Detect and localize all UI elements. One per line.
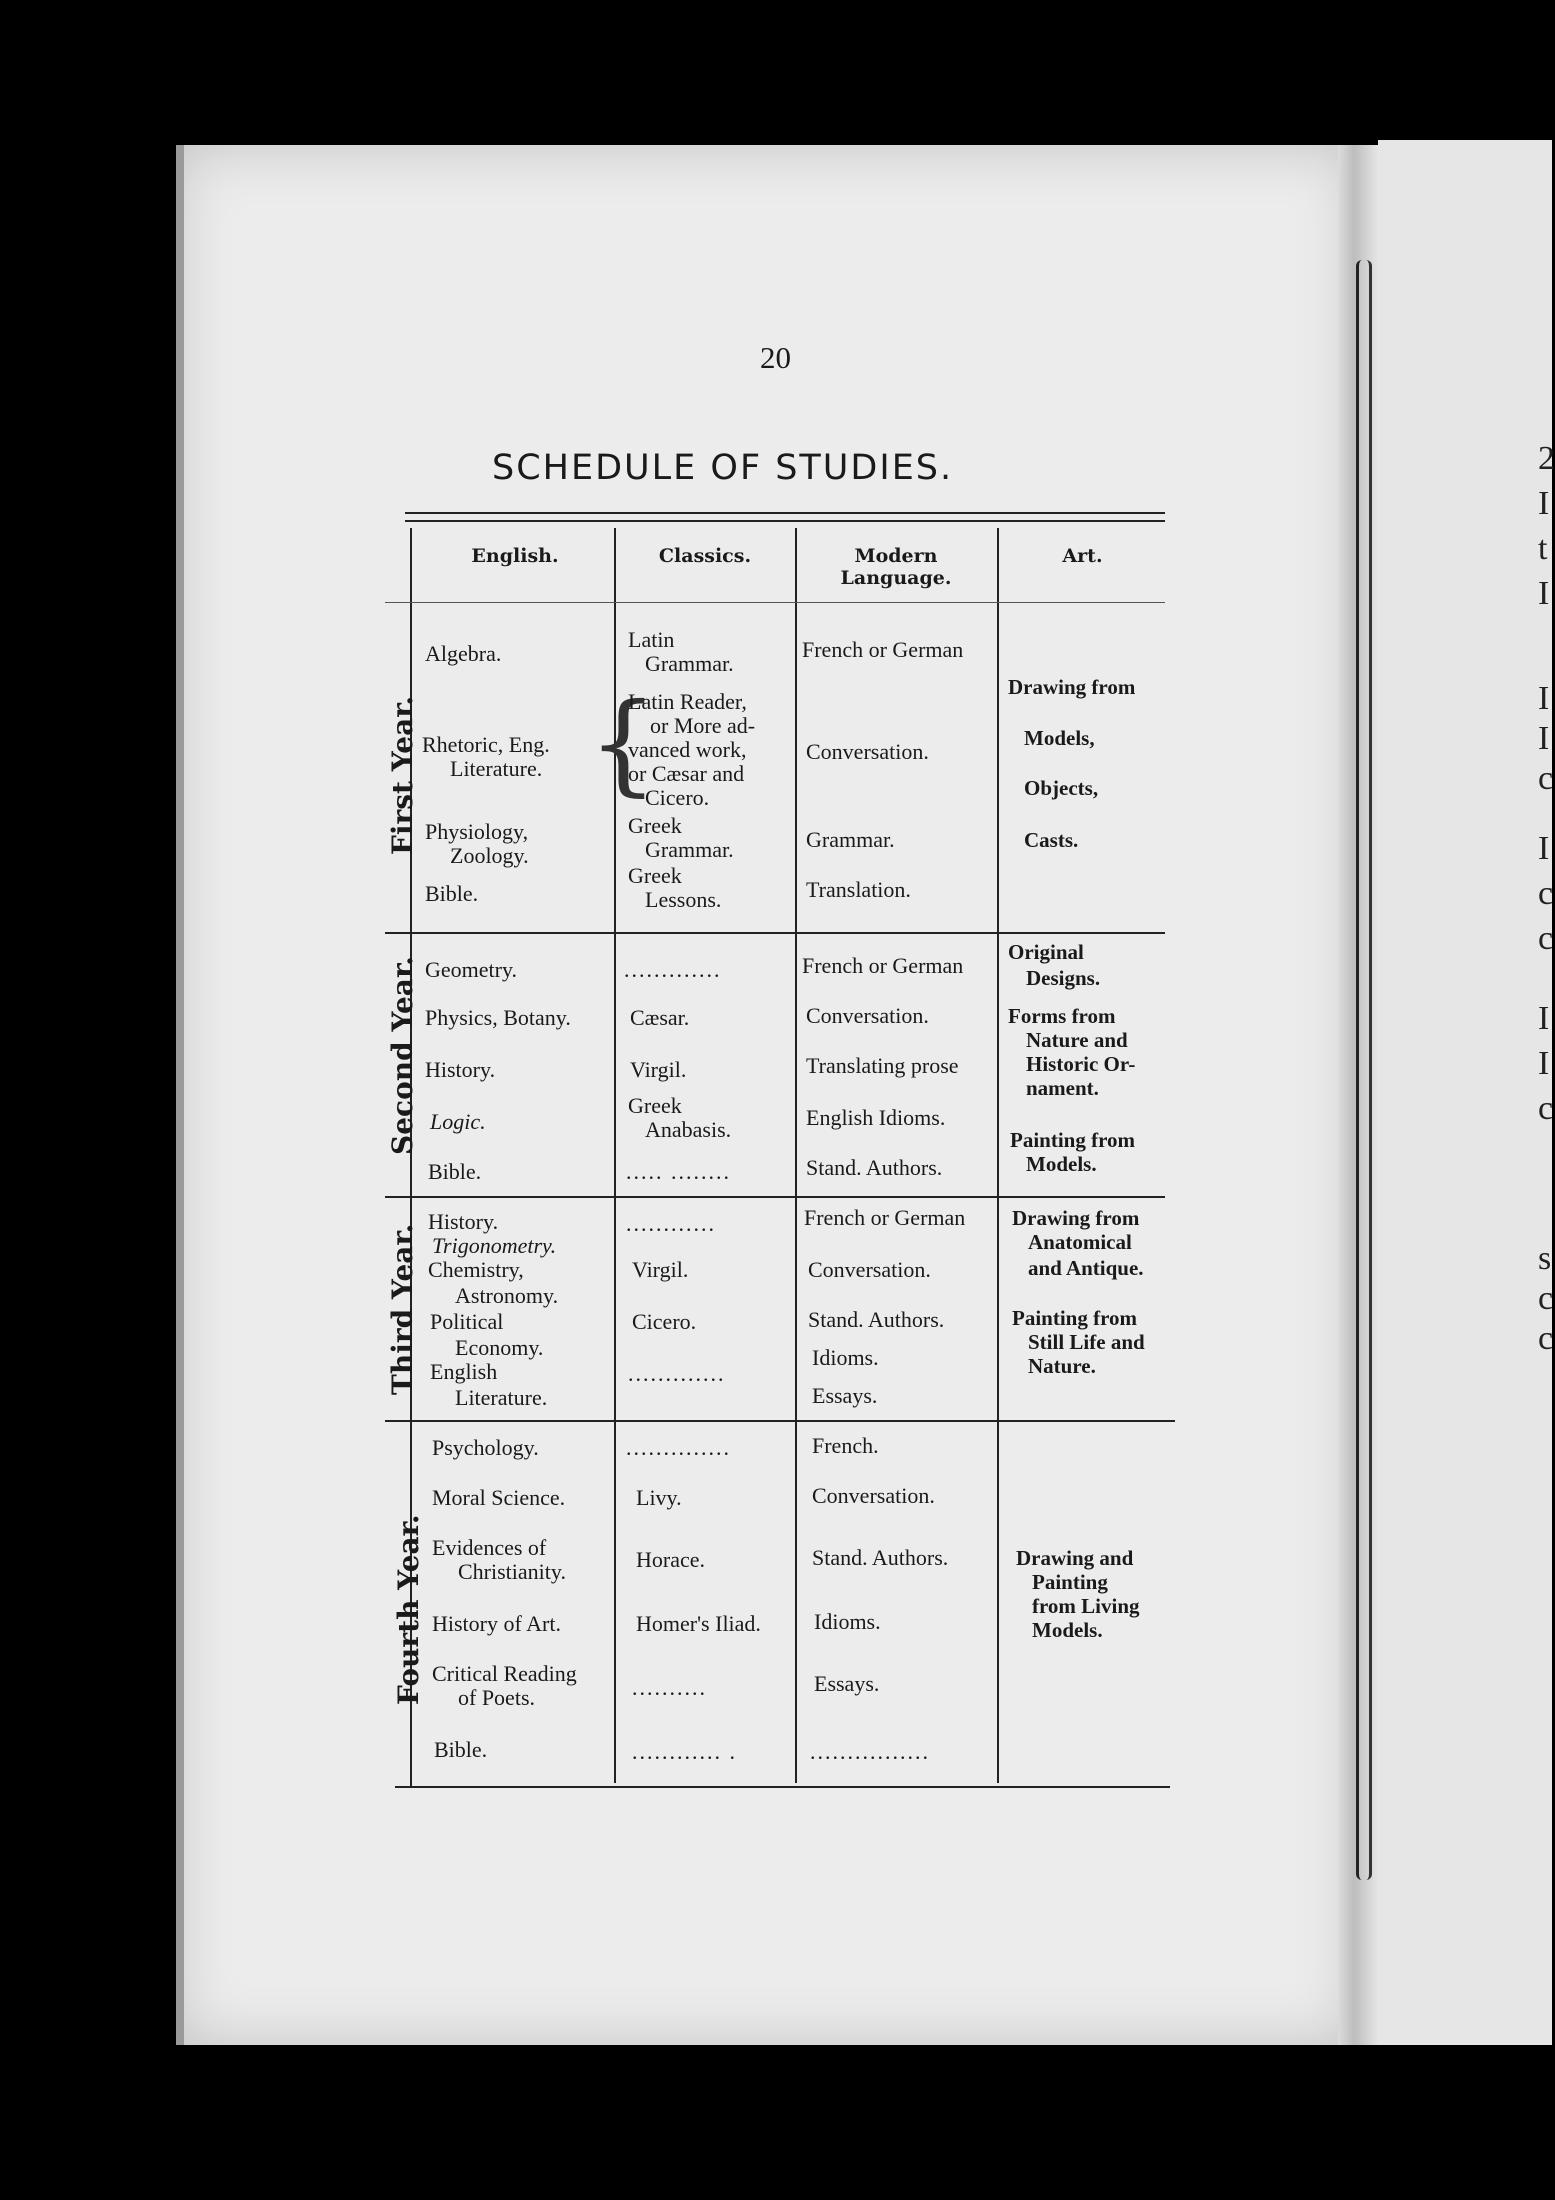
classics-cell: Cicero. [632, 1309, 697, 1334]
modern-language-cell: Stand. Authors. [808, 1307, 945, 1332]
modern-language-cell: French or German [804, 1205, 966, 1230]
english-cell: Algebra. [425, 641, 502, 666]
facing-page-fragment: c [1538, 1280, 1554, 1317]
art-cell: Objects, [1024, 776, 1099, 800]
classics-cell: Virgil. [632, 1257, 689, 1282]
classics-cell: ............ [626, 1211, 716, 1236]
modern-language-cell: Idioms. [814, 1609, 881, 1634]
year-label-fourth: Fourth Year. [392, 1514, 425, 1705]
page-number: 20 [760, 340, 791, 375]
classics-cell: Cæsar. [630, 1005, 690, 1030]
art-cell: Designs. [1026, 966, 1101, 990]
classics-cell: Latin [628, 627, 675, 652]
facing-page-fragment: I [1538, 720, 1550, 757]
modern-language-cell: Stand. Authors. [812, 1545, 949, 1570]
facing-page-fragment: c [1538, 1320, 1554, 1357]
facing-page-fragment: I [1538, 680, 1550, 717]
column-header-art: Art. [1062, 545, 1103, 567]
art-cell: Models. [1032, 1618, 1103, 1642]
table-bottom-rule [395, 1786, 1170, 1788]
english-cell: History of Art. [432, 1611, 561, 1636]
title-rule [405, 520, 1165, 522]
modern-language-cell: Idioms. [812, 1345, 879, 1370]
classics-cell: or More ad- [650, 713, 756, 738]
classics-cell: .............. [626, 1435, 731, 1460]
classics-cell: Anabasis. [645, 1117, 732, 1142]
art-cell: Models, [1024, 726, 1095, 750]
modern-language-cell: Conversation. [808, 1257, 931, 1282]
classics-cell: Horace. [636, 1547, 706, 1572]
classics-cell: ............ . [632, 1739, 737, 1764]
modern-language-cell: Conversation. [806, 1003, 929, 1028]
modern-language-cell: Grammar. [806, 827, 895, 852]
modern-language-cell: Essays. [814, 1671, 880, 1696]
art-cell: Painting [1032, 1570, 1108, 1594]
modern-language-cell: Essays. [812, 1383, 878, 1408]
book-page [176, 145, 1356, 2045]
art-cell: Still Life and [1028, 1330, 1145, 1354]
facing-page-fragment: t [1538, 530, 1548, 567]
art-cell: Original [1008, 940, 1084, 964]
modern-language-cell: Conversation. [806, 739, 929, 764]
art-cell: Models. [1026, 1152, 1097, 1176]
classics-cell: vanced work, [628, 737, 747, 762]
year-label-third: Third Year. [386, 1223, 419, 1395]
page-edge [176, 145, 184, 2045]
english-cell: Evidences of [432, 1535, 547, 1560]
english-cell: Astronomy. [455, 1283, 559, 1308]
facing-page-edge [1378, 140, 1555, 2045]
modern-language-cell: Translation. [806, 877, 911, 902]
modern-language-cell: ................ [810, 1739, 930, 1764]
year-separator [385, 1196, 1165, 1198]
modern-language-cell: Translating prose [806, 1053, 959, 1078]
english-cell: Critical Reading [432, 1661, 577, 1686]
classics-cell: .......... [632, 1675, 707, 1700]
facing-page-fragment: I [1538, 575, 1550, 612]
classics-cell: Greek [628, 863, 682, 888]
facing-page-fragment: c [1538, 920, 1554, 957]
classics-cell: Latin Reader, [628, 689, 747, 714]
english-cell: Literature. [455, 1385, 548, 1410]
english-cell: Bible. [425, 881, 479, 906]
classics-cell: Lessons. [645, 887, 722, 912]
binding-thread [1356, 260, 1372, 1880]
english-cell: Chemistry, [428, 1257, 524, 1282]
english-cell: Bible. [434, 1737, 488, 1762]
classics-cell: Greek [628, 1093, 682, 1118]
column-divider [997, 528, 999, 1783]
classics-cell: Greek [628, 813, 682, 838]
art-cell: nament. [1026, 1076, 1099, 1100]
english-cell: Geometry. [425, 957, 518, 982]
modern-language-cell: English Idioms. [806, 1105, 946, 1130]
art-cell: Forms from [1008, 1004, 1116, 1028]
facing-page-fragment: I [1538, 485, 1550, 522]
english-cell: Christianity. [458, 1559, 566, 1584]
title-rule [405, 512, 1165, 514]
facing-page-fragment: c [1538, 760, 1554, 797]
english-cell: Rhetoric, Eng. [422, 732, 550, 757]
art-cell: Casts. [1024, 828, 1079, 852]
classics-cell: Cicero. [645, 785, 710, 810]
art-cell: Drawing from [1012, 1206, 1140, 1230]
art-cell: and Antique. [1028, 1256, 1144, 1280]
scan-border-top [0, 0, 1552, 145]
art-cell: Nature. [1028, 1354, 1096, 1378]
classics-cell: or Cæsar and [628, 761, 745, 786]
facing-page-fragment: I [1538, 1000, 1550, 1037]
art-cell: Drawing from [1008, 675, 1136, 699]
year-label-second: Second Year. [386, 956, 419, 1155]
column-header-classics: Classics. [658, 545, 752, 567]
column-divider [795, 528, 797, 1783]
english-cell: Moral Science. [432, 1485, 566, 1510]
modern-language-cell: French. [812, 1433, 879, 1458]
english-cell: Trigonometry. [432, 1233, 557, 1258]
brace-icon: { [588, 679, 658, 807]
column-header-modern-language: Modern Language. [840, 545, 952, 589]
english-cell: Literature. [450, 756, 543, 781]
facing-page-fragment: 2 [1538, 440, 1555, 477]
modern-language-cell: French or German [802, 953, 964, 978]
art-cell: Nature and [1026, 1028, 1128, 1052]
english-cell: English [430, 1359, 498, 1384]
classics-cell: Homer's Iliad. [636, 1611, 761, 1636]
english-cell: History. [425, 1057, 496, 1082]
modern-language-cell: Stand. Authors. [806, 1155, 943, 1180]
year-label-first: First Year. [386, 695, 419, 855]
header-rule [385, 602, 1165, 603]
english-cell: Bible. [428, 1159, 482, 1184]
english-cell: History. [428, 1209, 499, 1234]
english-cell: Physics, Botany. [425, 1005, 571, 1030]
classics-cell: ............. [628, 1361, 726, 1386]
english-cell: Physiology, [425, 819, 529, 844]
classics-cell: ............. [624, 957, 722, 982]
scan-border-bottom [0, 2045, 1552, 2200]
art-cell: Historic Or- [1026, 1052, 1136, 1076]
classics-cell: Virgil. [630, 1057, 687, 1082]
art-cell: Painting from [1012, 1306, 1138, 1330]
facing-page-fragment: s [1538, 1240, 1552, 1277]
column-header-english: English. [471, 545, 559, 567]
english-cell: Political [430, 1309, 504, 1334]
modern-language-cell: French or German [802, 637, 964, 662]
english-cell: Psychology. [432, 1435, 539, 1460]
facing-page-fragment: I [1538, 1045, 1550, 1082]
art-cell: Painting from [1010, 1128, 1136, 1152]
facing-page-fragment: c [1538, 1090, 1554, 1127]
english-cell: Logic. [430, 1109, 486, 1134]
english-cell: of Poets. [458, 1685, 535, 1710]
classics-cell: Livy. [636, 1485, 682, 1510]
modern-language-cell: Conversation. [812, 1483, 935, 1508]
art-cell: from Living [1032, 1594, 1140, 1618]
classics-cell: Grammar. [645, 837, 734, 862]
english-cell: Zoology. [450, 843, 529, 868]
page-title: SCHEDULE OF STUDIES. [492, 448, 954, 488]
facing-page-fragment: c [1538, 875, 1554, 912]
art-cell: Anatomical [1028, 1230, 1132, 1254]
classics-cell: Grammar. [645, 651, 734, 676]
classics-cell: ..... ........ [626, 1159, 731, 1184]
year-separator [385, 932, 1165, 934]
english-cell: Economy. [455, 1335, 544, 1360]
art-cell: Drawing and [1016, 1546, 1134, 1570]
year-separator [385, 1420, 1175, 1422]
facing-page-fragment: I [1538, 830, 1550, 867]
